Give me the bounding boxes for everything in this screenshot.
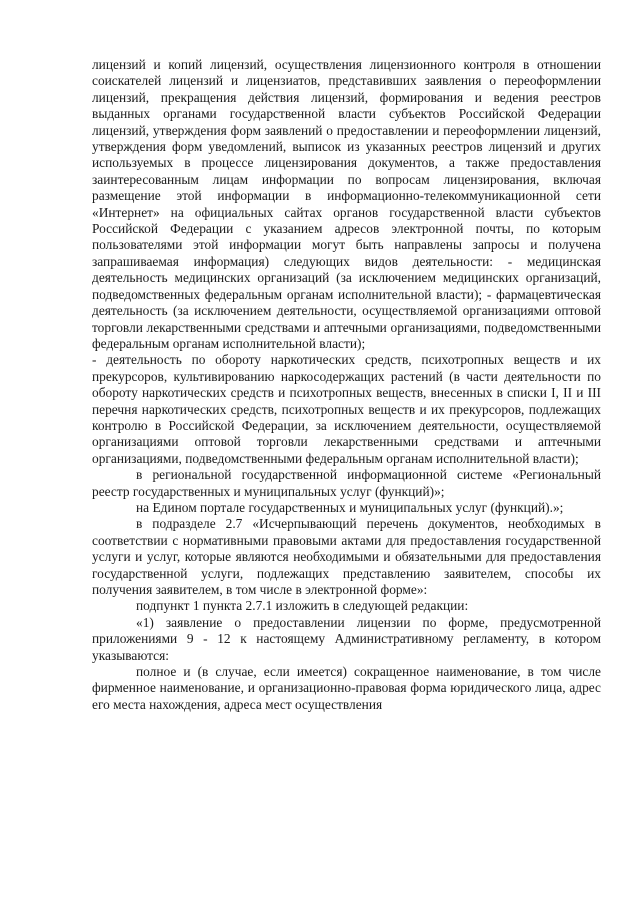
paragraph-subsection-2-7: в подразделе 2.7 «Исчерпывающий перечень документов, необходимых в соответствии с нормативными правовыми актами для предоставления государственной услуги и услуг, которые являются необходимыми и обязательными для предоставления государственной услуги, подлежащих представлению заявителем, способы их получения заявителем, в том числе в электронной форме»:	[92, 516, 601, 597]
paragraph-subpoint-1: подпункт 1 пункта 2.7.1 изложить в следующей редакции:	[136, 598, 469, 614]
document-page	[92, 57, 601, 713]
paragraph-narcotics-activity: - деятельность по обороту наркотических средств, психотропных веществ и их прекурсоров, культивированию наркосодержащих растений (в части деятельности по обороту наркотических средств и психотропных веществ, внесенных в списки I, II и III перечня наркотических средств, психотропных веществ и их прекурсоров, подлежащих контролю в Российской Федерации, за исключением деятельности, осуществляемой организациями оптовой торговли лекарственными средствами и аптечными организациями, подведомственными федеральным органам исполнительной власти);	[92, 352, 601, 466]
paragraph-regional-registry: в региональной государственной информационной системе «Региональный реестр государственных и муниципальных услуг (функций)»;	[92, 467, 601, 499]
paragraph-legal-entity-name: полное и (в случае, если имеется) сокращенное наименование, в том числе фирменное наименование, и организационно-правовая форма юридического лица, адрес его места нахождения, адреса мест осуществления	[92, 664, 601, 712]
paragraph-licensing-scope: лицензий и копий лицензий, осуществления лицензионного контроля в отношении соискателей лицензий и лицензиатов, представивших заявления о переоформлении лицензий, прекращения действия лицензий, формирования и ведения реестров выданных органами государственной власти субъектов Российской Федерации лицензий, утверждения форм заявлений о предоставлении и переоформлении лицензий, утверждения форм уведомлений, выписок из указанных реестров лицензий и других используемых в процессе лицензирования документов, а также предоставления заинтересованным лицам информации по вопросам лицензирования, включая размещение этой информации в информационно-телекоммуникационной сети «Интернет» на официальных сайтах органов государственной власти субъектов Российской Федерации с указанием адресов электронной почты, по которым пользователями этой информации могут быть направлены запросы и получена запрашиваемая информация) следующих видов деятельности: - медицинская деятельность медицинских организаций (за исключением медицинских организаций, подведомственных федеральным органам исполнительной власти); - фармацевтическая деятельность (за исключением деятельности, осуществляемой организациями оптовой торговли лекарственными средствами и аптечными организациями, подведомственными федеральным органам исполнительной власти);	[92, 57, 601, 351]
paragraph-application-form: «1) заявление о предоставлении лицензии по форме, предусмотренной приложениями 9 - 12 к настоящему Административному регламенту, в котором указываются:	[92, 614, 601, 663]
paragraph-unified-portal: на Едином портале государственных и муниципальных услуг (функций).»;	[136, 499, 564, 515]
